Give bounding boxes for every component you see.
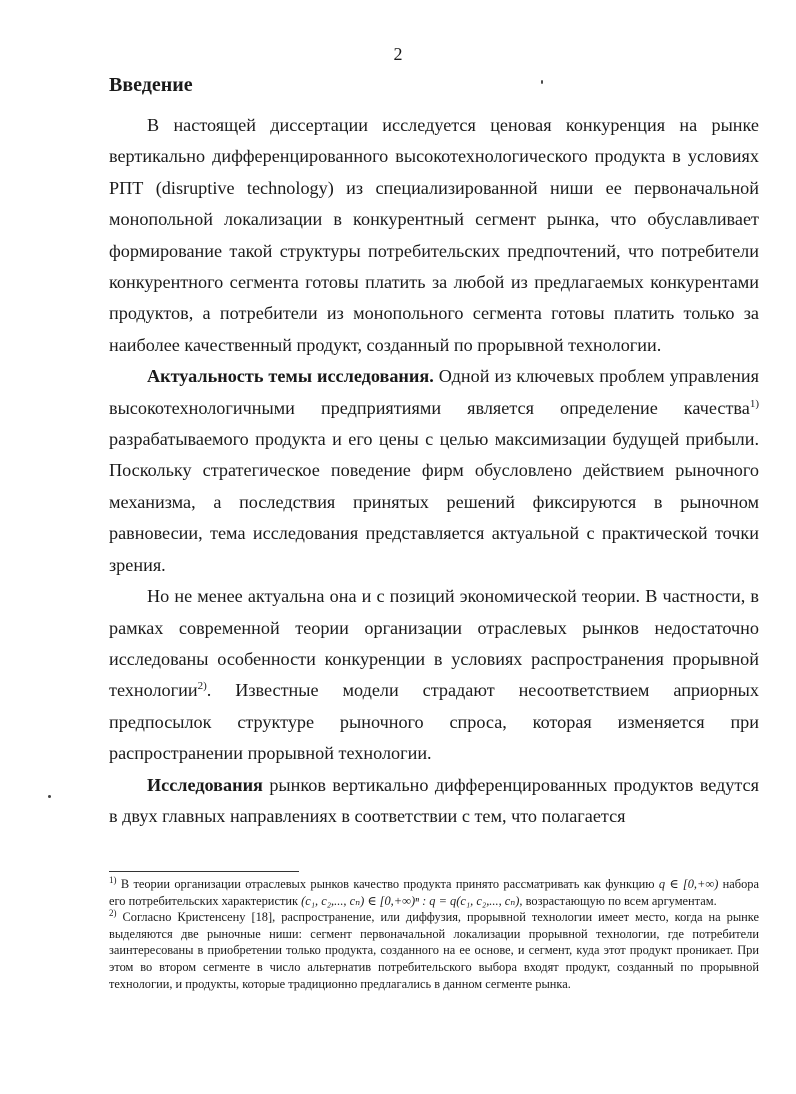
scan-speck xyxy=(48,795,51,798)
relevance-text-a: Одной из ключевых проблем управления высокотехнологичными предприятиями является определение качества xyxy=(109,366,759,418)
paragraph-theory xyxy=(109,581,759,769)
footnote-1-mark: 1) xyxy=(109,874,117,885)
footnote-1 xyxy=(109,876,759,909)
footnotes xyxy=(109,876,759,992)
relevance-lead: Актуальность темы исследования. xyxy=(147,366,434,387)
footnote-1-text-a: В теории организации отраслевых рынков качество продукта принято рассматривать как функцию xyxy=(116,877,659,891)
paragraph-intro-text: В настоящей диссертации исследуется ценовая конкуренция на рынке вертикально дифференцированного высокотехнологического продукта в условиях РПТ (disruptive technology) из специализированной ниши ее первоначальной монопольной локализации в конкурентный сегмент рынка, что обуславливает формирование такой структуры потребительских предпочтений, что потребители конкурентного сегмента готовы платить за любой из предлагаемых конкурентами продуктов, а потребители из монопольного сегмента готовы платить только за наиболее качественный продукт, созданный по прорывной технологии. xyxy=(109,115,759,355)
footnote-1-text-b: набора его потребительских характеристик xyxy=(109,877,759,908)
paragraph-intro xyxy=(109,110,759,361)
theory-text-a: Но не менее актуальна она и с позиций экономической теории. В частности, в рамках современной теории организации отраслевых рынков недостаточно исследованы особенности конкуренции в условиях распространения прорывной технологии xyxy=(109,586,759,701)
footnote-2-text: Согласно Кристенсену [18], распространение, или диффузия, прорывной технологии имеет место, когда на рынке выделяются две рыночные ниши: сегмент первоначальной локализации прорывной технологии, где потребители заинтересованы в приобретении только продукта, созданного на ее основе, и сегмент, куда этот продукт проникает. При этом во втором сегменте в число альтернатив потребительского выбора входят продукт, созданный по прорывной технологии, и продукты, которые традиционно предлагались в данном сегменте рынка. xyxy=(109,910,759,991)
section-heading: Введение xyxy=(109,74,193,96)
relevance-text-b: разрабатываемого продукта и его цены с целью максимизации будущей прибыли. Поскольку стратегическое поведение фирм обусловлено действием рыночного механизма, а последствия принятых решений фиксируются в рыночном равновесии, тема исследования представляется актуальной с практической точки зрения. xyxy=(109,429,759,575)
footnote-ref-1: 1) xyxy=(749,397,759,410)
footnote-1-text-c: возрастающую по всем аргументам. xyxy=(522,893,717,908)
scan-speck xyxy=(541,80,543,84)
paragraph-relevance xyxy=(109,361,759,581)
footnote-2 xyxy=(109,909,759,992)
theory-text-b: . Известные модели страдают несоответствием априорных предпосылок структуре рыночного спроса, которая изменяется при распространении прорывной технологии. xyxy=(109,680,759,764)
research-text: рынков вертикально дифференцированных продуктов ведутся в двух главных направлениях в соответствии с тем, что полагается xyxy=(109,774,759,826)
paragraph-research xyxy=(109,770,759,833)
research-lead: Исследования xyxy=(147,774,263,795)
footnote-1-formula-quality: (c₁, c₂,..., cₙ) ∈ [0,+∞)ⁿ : q = q(c₁, c₂,..., cₙ), xyxy=(301,893,523,908)
footnote-2-mark: 2) xyxy=(109,908,117,919)
footnote-divider xyxy=(109,871,299,872)
footnote-ref-2: 2) xyxy=(197,680,207,693)
body-text xyxy=(109,110,759,832)
footnote-1-formula-range: q ∈ [0,+∞) xyxy=(658,877,719,891)
page-number: 2 xyxy=(393,44,403,64)
